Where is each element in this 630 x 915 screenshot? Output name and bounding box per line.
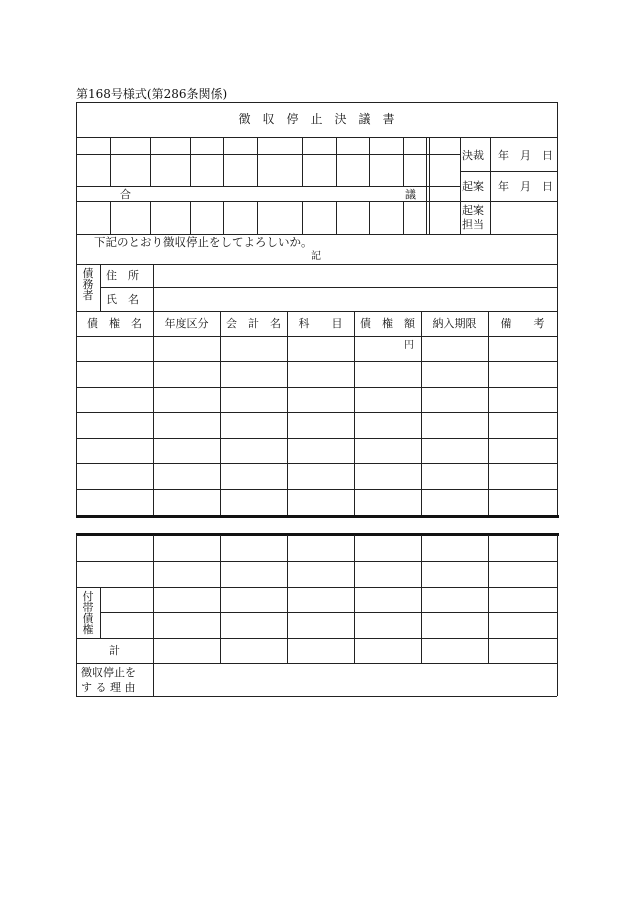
page-break-line <box>76 533 559 536</box>
frame-right-border <box>557 102 558 515</box>
table-row-line <box>76 412 557 413</box>
kian-divider <box>460 201 557 202</box>
table-col-line <box>354 535 355 663</box>
kessai-day: 日 <box>542 149 553 162</box>
stamp-col-line <box>369 201 370 234</box>
approval-value-divider <box>490 137 491 234</box>
stamp-col-line <box>190 201 191 234</box>
title-divider <box>76 137 557 138</box>
debtor-middle <box>100 287 557 288</box>
stamp-col-line <box>336 201 337 234</box>
debtor-value-divider <box>153 264 154 311</box>
stamp-col-line <box>150 137 151 186</box>
table-col-line <box>488 311 489 515</box>
table-header-bottom <box>76 336 557 337</box>
approval-label-divider <box>460 137 461 234</box>
debtor-top <box>76 264 557 265</box>
kessai-label: 決裁 <box>462 149 484 162</box>
kian-day: 日 <box>542 180 553 193</box>
stamp-col-line <box>369 137 370 186</box>
reason-label-divider <box>153 663 154 696</box>
kian-tantou-label-2: 担当 <box>462 218 484 231</box>
frame-left-border <box>76 102 77 515</box>
frame-right-border <box>557 535 558 696</box>
stamp-col-line <box>257 201 258 234</box>
stamp-row-line <box>76 186 460 187</box>
table-row-line <box>76 438 557 439</box>
attached-claims-label: 付帯債権 <box>82 590 94 636</box>
debtor-label: 債務者 <box>82 267 94 302</box>
stamp-col-line <box>190 137 191 186</box>
table-row-line <box>76 387 557 388</box>
stamp-col-line <box>110 137 111 186</box>
table-row-line <box>76 561 557 562</box>
stamp-col-line <box>223 201 224 234</box>
frame-left-border <box>76 535 77 696</box>
ki-label: 記 <box>311 251 321 262</box>
table-col-line <box>421 311 422 515</box>
gou-label: 合 <box>120 188 131 201</box>
frame-bottom-border <box>76 696 557 697</box>
total-label: 計 <box>109 644 120 657</box>
table-row-line <box>76 587 557 588</box>
reason-label-2: す る 理 由 <box>81 681 136 694</box>
header-claim-name: 債 権 名 <box>87 317 142 330</box>
table-col-line <box>488 535 489 663</box>
table-col-line <box>354 311 355 515</box>
attached-label-divider <box>100 587 101 638</box>
approval-separator <box>429 137 430 234</box>
table-row-line <box>76 489 557 490</box>
table-col-line <box>153 535 154 663</box>
reason-label-1: 徴収停止を <box>81 666 136 679</box>
table-row-line <box>76 663 557 664</box>
header-amount: 債 権 額 <box>360 317 415 330</box>
debtor-bottom <box>76 311 557 312</box>
header-remarks: 備 考 <box>500 317 545 330</box>
stamp-col-line <box>336 137 337 186</box>
header-due-date: 納入期限 <box>432 317 477 330</box>
kian-label: 起案 <box>462 180 484 193</box>
stamp-col-line <box>110 201 111 234</box>
document-title: 徴 収 停 止 決 議 書 <box>238 112 395 126</box>
table-row-line <box>76 638 557 639</box>
kessai-month: 月 <box>520 149 531 162</box>
stamp-col-line <box>302 201 303 234</box>
yen-unit: 円 <box>404 340 414 351</box>
approval-separator <box>426 137 427 234</box>
table-col-line <box>287 535 288 663</box>
table-col-line <box>421 535 422 663</box>
request-text: 下記のとおり徴収停止をしてよろしいか。 <box>94 235 313 249</box>
kessai-year: 年 <box>498 149 509 162</box>
table-col-line <box>287 311 288 515</box>
header-fiscal-year: 年度区分 <box>164 317 209 330</box>
kessai-divider <box>460 171 557 172</box>
kian-month: 月 <box>520 180 531 193</box>
stamp-col-line <box>223 137 224 186</box>
kian-year: 年 <box>498 180 509 193</box>
stamp-col-line <box>150 201 151 234</box>
table-col-line <box>153 311 154 515</box>
frame-top-border <box>76 102 557 103</box>
stamp-col-line <box>403 137 404 186</box>
stamp-col-line <box>403 201 404 234</box>
stamp-col-line <box>257 137 258 186</box>
table-row-line <box>76 463 557 464</box>
form-number: 第168号様式(第286条関係) <box>76 87 228 101</box>
table-row-line <box>76 361 557 362</box>
header-account: 会 計 名 <box>226 317 281 330</box>
address-label: 住 所 <box>106 269 139 282</box>
gi-label: 議 <box>405 188 416 201</box>
table-col-line <box>220 535 221 663</box>
page-break-line <box>76 515 559 518</box>
header-item: 科 目 <box>298 317 343 330</box>
name-label: 氏 名 <box>106 293 139 306</box>
kian-tantou-label-1: 起案 <box>462 204 484 217</box>
stamp-col-line <box>302 137 303 186</box>
debtor-label-divider <box>100 264 101 311</box>
table-col-line <box>220 311 221 515</box>
